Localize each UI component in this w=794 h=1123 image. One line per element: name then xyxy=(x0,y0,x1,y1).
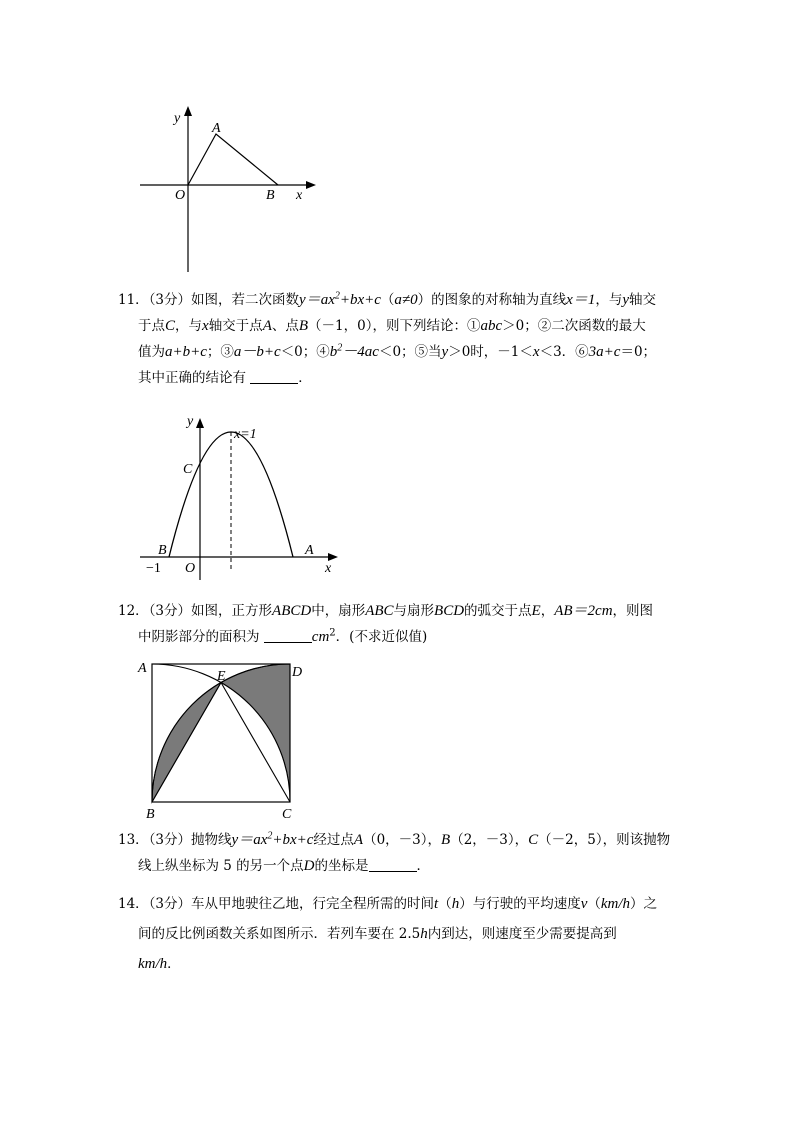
question-13-line-2 xyxy=(118,853,683,879)
score: （3分） xyxy=(148,896,192,912)
y-axis-arrow-icon xyxy=(184,106,192,116)
text: ＞0；②二次函数的最大 xyxy=(502,318,646,334)
segment-be xyxy=(152,683,221,803)
question-12 xyxy=(118,598,683,650)
question-number: 12． xyxy=(118,603,149,619)
expression: a+b+c xyxy=(165,344,207,360)
label-c: C xyxy=(183,462,193,477)
axis-equation: x＝1 xyxy=(566,292,596,308)
label-a: A xyxy=(212,121,221,136)
formula: +bx+c xyxy=(339,292,381,308)
formula: y＝ax xyxy=(299,292,335,308)
text: 其中正确的结论有 xyxy=(138,370,246,386)
question-11-figure xyxy=(132,410,347,580)
text: ，则图 xyxy=(612,603,654,619)
text: 于点 xyxy=(138,318,165,334)
variable: x xyxy=(532,344,540,360)
score: （3分） xyxy=(148,292,192,308)
label-o: O xyxy=(175,188,186,203)
text: 的弧交于点 xyxy=(464,603,532,619)
question-10-figure xyxy=(130,100,330,280)
question-12-line-2 xyxy=(118,624,683,650)
question-11 xyxy=(118,287,683,391)
text: ， xyxy=(540,603,555,619)
superscript: 2 xyxy=(267,830,273,842)
text: 中，扇形 xyxy=(311,603,366,619)
variable: t xyxy=(434,896,439,912)
unit: km/h xyxy=(138,956,168,972)
text: （ xyxy=(587,896,601,912)
unit: h xyxy=(451,896,460,912)
expression: a－b+c xyxy=(233,344,281,360)
question-14-line-1 xyxy=(118,889,683,919)
formula: +bx+c xyxy=(272,832,314,848)
text: ；③ xyxy=(206,344,234,360)
question-14-line-3 xyxy=(118,949,683,979)
text: ）与行驶的平均速度 xyxy=(459,896,581,912)
unit: cm xyxy=(311,629,330,645)
question-11-line-4 xyxy=(118,365,683,391)
variable: v xyxy=(580,896,588,912)
label-a: A xyxy=(305,543,314,558)
text: （2，－3）， xyxy=(450,832,529,848)
label-a: A xyxy=(138,661,147,676)
text: 的坐标是 xyxy=(314,858,369,874)
label-b: B xyxy=(158,543,167,558)
variable: x xyxy=(202,318,209,334)
expression: －4ac xyxy=(342,344,379,360)
question-11-line-3 xyxy=(118,339,683,365)
question-14-line-2 xyxy=(118,919,683,949)
text: ＜0；④ xyxy=(280,344,330,360)
variable: C xyxy=(528,832,539,848)
text: 、点 xyxy=(271,318,299,334)
question-number: 14． xyxy=(118,896,149,912)
answer-blank[interactable] xyxy=(264,628,312,643)
label-e: E xyxy=(217,669,226,684)
text: ，与 xyxy=(175,318,203,334)
text: （0，－3）， xyxy=(363,832,442,848)
superscript: 2 xyxy=(334,290,340,302)
text: 中阴影部分的面积为 xyxy=(138,629,260,645)
label-b: B xyxy=(266,188,275,203)
answer-blank[interactable] xyxy=(250,369,298,384)
label-y: y xyxy=(187,414,194,429)
variable: C xyxy=(165,318,176,334)
text: 轴交 xyxy=(629,292,656,308)
text: ． xyxy=(298,370,312,386)
answer-blank[interactable] xyxy=(369,857,417,872)
label-d: D xyxy=(292,665,303,680)
text: ． xyxy=(416,858,431,874)
x-axis-arrow-icon xyxy=(306,181,316,189)
text: （ xyxy=(380,292,395,308)
text: 线上纵坐标为 5 的另一个点 xyxy=(138,858,304,874)
text: 与扇形 xyxy=(393,603,435,619)
text: 轴交于点 xyxy=(208,318,263,334)
expression: AB＝2cm xyxy=(554,603,613,619)
question-13-line-1 xyxy=(118,827,683,853)
label-c: C xyxy=(282,807,292,822)
text: ＜3．⑥ xyxy=(539,344,589,360)
text: ＝0； xyxy=(620,344,657,360)
text: 如图，正方形 xyxy=(191,603,273,619)
text: ＜0；⑤当 xyxy=(378,344,442,360)
label-y: y xyxy=(174,111,181,126)
unit: h xyxy=(420,926,428,942)
label-x: x xyxy=(296,188,303,203)
question-13 xyxy=(118,827,683,879)
text: ＞0时，－1＜ xyxy=(448,344,533,360)
text: 如图，若二次函数 xyxy=(191,292,300,308)
score: （3分） xyxy=(148,603,192,619)
question-12-line-1 xyxy=(118,598,683,624)
text: 抛物线 xyxy=(191,832,232,848)
triangle-oab xyxy=(188,134,278,185)
expression: abc xyxy=(480,318,503,334)
variable: ABCD xyxy=(272,603,312,619)
label-o: O xyxy=(185,561,196,576)
question-number: 13． xyxy=(118,832,149,848)
text: ）的图象的对称轴为直线 xyxy=(417,292,567,308)
text: 内到达，则速度至少需要提高到 xyxy=(427,926,617,942)
question-11-line-1 xyxy=(118,287,683,313)
text: ．(不求近似值) xyxy=(335,629,428,645)
text: （－1，0），则下列结论：① xyxy=(308,318,481,334)
unit: km/h xyxy=(600,896,631,912)
variable: A xyxy=(353,832,364,848)
label-x: x xyxy=(325,561,332,576)
text: 车从甲地驶往乙地，行完全程所需的时间 xyxy=(191,896,435,912)
question-11-line-2 xyxy=(118,313,683,339)
variable: ABC xyxy=(365,603,394,619)
score: （3分） xyxy=(148,832,192,848)
condition: a≠0 xyxy=(394,292,418,308)
expression: b xyxy=(329,344,338,360)
label-minus-one: −1 xyxy=(146,561,161,576)
text: （－2，5），则该抛物 xyxy=(538,832,671,848)
text: ． xyxy=(167,956,181,972)
variable: B xyxy=(298,318,309,334)
text: 经过点 xyxy=(313,832,354,848)
x-axis-arrow-icon xyxy=(328,553,338,561)
question-14 xyxy=(118,889,683,979)
formula: y＝ax xyxy=(231,832,268,848)
variable: A xyxy=(262,318,272,334)
question-12-figure xyxy=(132,658,312,828)
y-axis-arrow-icon xyxy=(196,418,204,428)
question-number: 11． xyxy=(118,292,149,308)
label-b: B xyxy=(146,807,155,822)
text: 间的反比例函数关系如图所示．若列车要在 2.5 xyxy=(138,926,421,942)
label-axis-equation: x=1 xyxy=(234,427,257,442)
variable: B xyxy=(441,832,451,848)
text: ）之 xyxy=(630,896,658,912)
text: 值为 xyxy=(138,344,165,360)
superscript: 2 xyxy=(329,627,336,639)
variable: y xyxy=(441,344,449,360)
expression: 3a+c xyxy=(588,344,621,360)
variable: y xyxy=(622,292,629,308)
text: （ xyxy=(438,896,452,912)
text: ，与 xyxy=(595,292,623,308)
superscript: 2 xyxy=(337,342,343,354)
variable: BCD xyxy=(434,603,465,619)
variable: D xyxy=(303,858,315,874)
variable: E xyxy=(531,603,541,619)
